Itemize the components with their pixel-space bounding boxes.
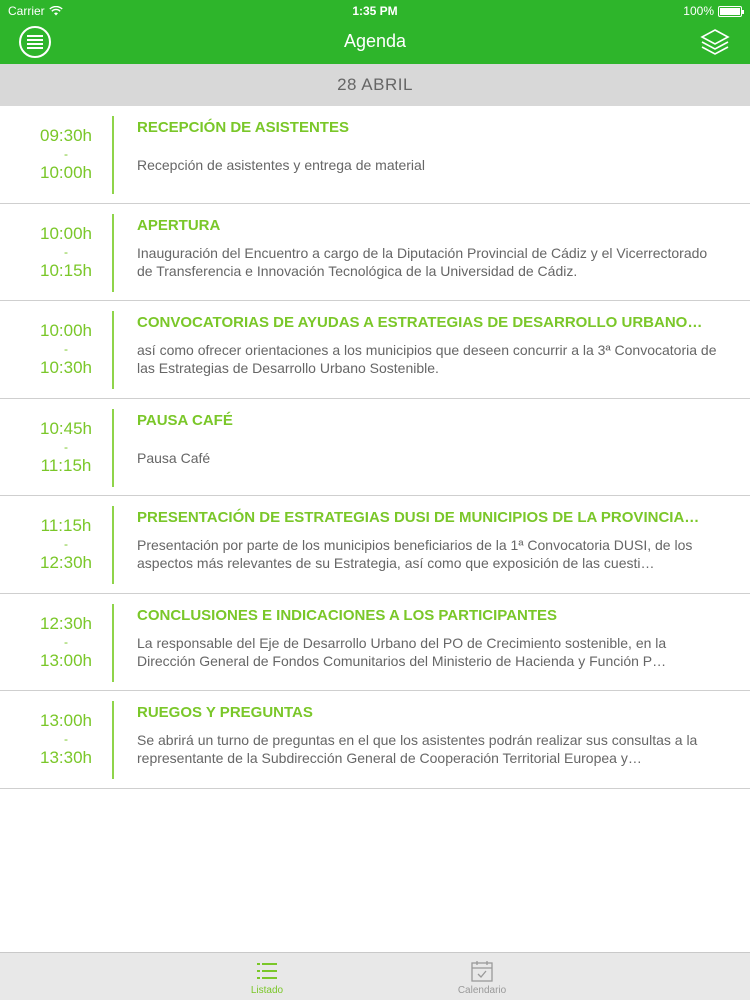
item-divider bbox=[112, 116, 114, 194]
start-time: 11:15h bbox=[40, 516, 92, 535]
item-divider bbox=[112, 604, 114, 682]
item-title: PAUSA CAFÉ bbox=[137, 411, 233, 429]
list-icon bbox=[255, 959, 279, 983]
top-bar bbox=[0, 0, 750, 64]
item-divider bbox=[112, 311, 114, 389]
item-title: RECEPCIÓN DE ASISTENTES bbox=[137, 119, 349, 136]
item-description: La responsable del Eje de Desarrollo Urbano del PO de Crecimiento sostenible, en la Dirección General de Fondos Comunitarios del Ministerio de Hacienda y Función P… bbox=[137, 634, 667, 669]
item-divider bbox=[112, 701, 114, 779]
tab-label: Listado bbox=[250, 985, 284, 996]
end-time: 10:15h bbox=[40, 260, 92, 280]
time-range bbox=[20, 614, 112, 670]
time-range bbox=[20, 711, 112, 767]
end-time: 13:30h bbox=[40, 748, 92, 767]
item-divider bbox=[112, 214, 114, 292]
agenda-list bbox=[0, 106, 750, 789]
time-separator: - bbox=[64, 439, 68, 454]
end-time: 13:00h bbox=[40, 650, 92, 670]
time-separator: - bbox=[64, 147, 68, 161]
item-description: así como ofrecer orientaciones a los municipios que deseen concurrir a la 3ª Convocatoria de las Estrategias de Desarrollo Urbano Sostenible. bbox=[137, 342, 717, 376]
calendar-icon bbox=[470, 959, 494, 983]
time-range bbox=[20, 224, 112, 280]
agenda-item[interactable] bbox=[0, 496, 750, 594]
status-time: 1:35 PM bbox=[352, 4, 398, 18]
time-separator: - bbox=[64, 244, 68, 259]
status-bar bbox=[0, 0, 750, 22]
item-divider bbox=[112, 409, 114, 487]
item-content bbox=[137, 216, 717, 280]
end-time: 10:30h bbox=[40, 358, 92, 377]
tab-listado[interactable] bbox=[227, 959, 307, 996]
time-range bbox=[20, 321, 112, 377]
time-range bbox=[20, 419, 112, 475]
item-divider bbox=[112, 506, 114, 584]
item-title: CONCLUSIONES E INDICACIONES A LOS PARTICIPANTES bbox=[137, 606, 558, 624]
start-time: 13:00h bbox=[40, 711, 92, 730]
item-content bbox=[137, 508, 717, 572]
end-time: 10:00h bbox=[40, 163, 92, 182]
time-range bbox=[20, 126, 112, 182]
item-content bbox=[137, 606, 717, 670]
item-description: Presentación por parte de los municipios beneficiarios de la 1ª Convocatoria DUSI, de los aspectos más relevantes de su Estrategia, así como que exposición de las cuesti… bbox=[137, 537, 693, 571]
agenda-item[interactable] bbox=[0, 399, 750, 497]
end-time: 12:30h bbox=[40, 553, 92, 572]
start-time: 09:30h bbox=[40, 126, 92, 145]
item-description: Se abrirá un turno de preguntas en el que los asistentes podrán realizar sus consultas a la representante de la Subdirección General de Cooperación Territorial Europea y… bbox=[137, 732, 698, 766]
start-time: 12:30h bbox=[40, 613, 92, 633]
agenda-item[interactable] bbox=[0, 204, 750, 302]
carrier-label: Carrier bbox=[8, 4, 45, 18]
tab-bar bbox=[0, 952, 750, 1000]
agenda-item[interactable] bbox=[0, 106, 750, 204]
time-separator: - bbox=[64, 342, 68, 356]
start-time: 10:45h bbox=[40, 418, 92, 438]
item-content bbox=[137, 411, 717, 485]
agenda-item[interactable] bbox=[0, 594, 750, 692]
item-title: PRESENTACIÓN DE ESTRATEGIAS DUSI DE MUNICIPIOS DE LA PROVINCIA… bbox=[137, 509, 700, 526]
agenda-item[interactable] bbox=[0, 691, 750, 789]
end-time: 11:15h bbox=[40, 455, 92, 475]
item-title: RUEGOS Y PREGUNTAS bbox=[137, 704, 313, 721]
item-content bbox=[137, 313, 717, 377]
start-time: 10:00h bbox=[40, 321, 92, 340]
agenda-item[interactable] bbox=[0, 301, 750, 399]
page-title: Agenda bbox=[343, 31, 407, 51]
time-separator: - bbox=[64, 537, 68, 551]
tab-calendario[interactable] bbox=[442, 959, 522, 996]
date-header: 28 ABRIL bbox=[0, 64, 750, 106]
item-content bbox=[137, 703, 717, 767]
time-separator: - bbox=[64, 634, 68, 649]
time-range bbox=[20, 516, 112, 572]
item-description: Pausa Café bbox=[137, 449, 211, 466]
item-title: APERTURA bbox=[137, 216, 221, 234]
item-content bbox=[137, 118, 717, 192]
item-title: CONVOCATORIAS DE AYUDAS A ESTRATEGIAS DE DESARROLLO URBANO… bbox=[137, 314, 703, 331]
item-description: Recepción de asistentes y entrega de material bbox=[137, 157, 425, 173]
start-time: 10:00h bbox=[40, 223, 92, 243]
tab-label: Calendario bbox=[457, 985, 507, 996]
item-description: Inauguración del Encuentro a cargo de la Diputación Provincial de Cádiz y el Vicerrectorado de Transferencia e Innovación Tecnológica de la Universidad de Cádiz. bbox=[137, 244, 708, 279]
battery-icon bbox=[718, 6, 742, 17]
layers-icon[interactable] bbox=[700, 27, 730, 57]
battery-percent: 100% bbox=[683, 4, 714, 18]
status-right bbox=[683, 4, 742, 18]
time-separator: - bbox=[64, 732, 68, 746]
